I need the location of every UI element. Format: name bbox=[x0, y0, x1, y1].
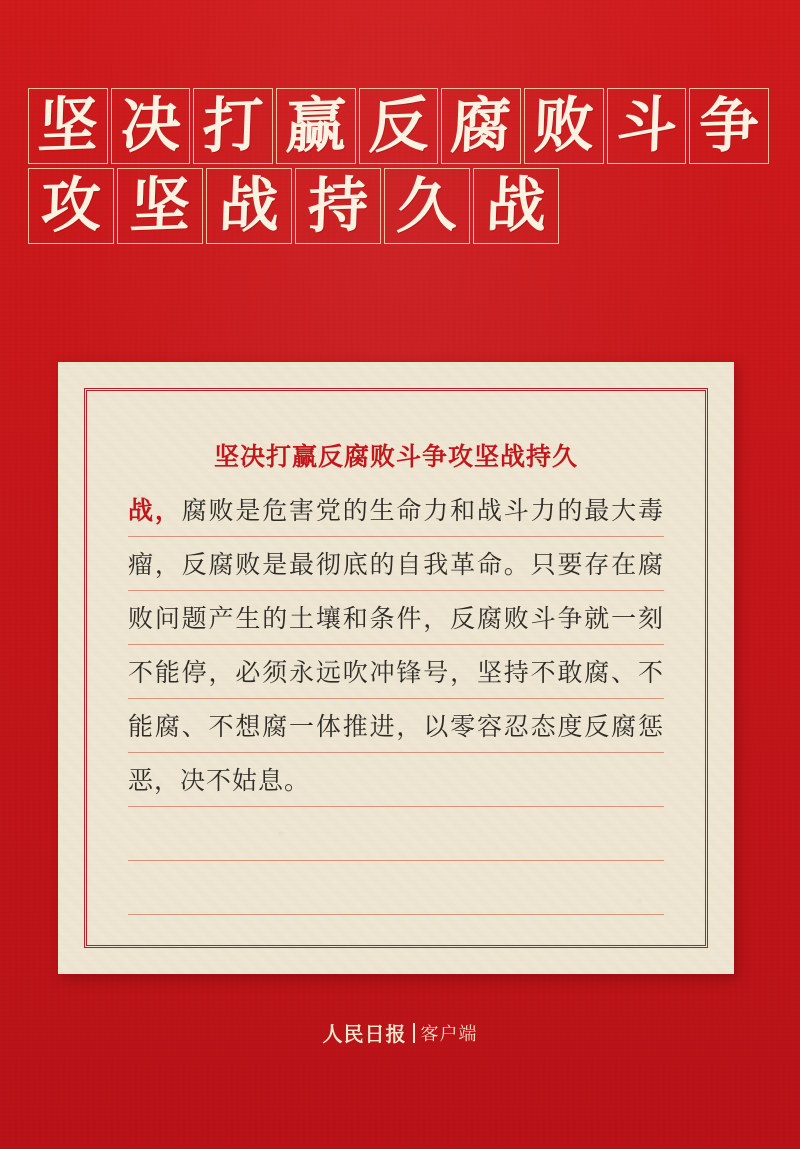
headline-char: 战 bbox=[484, 169, 548, 243]
headline-cell bbox=[473, 168, 559, 244]
headline-cell bbox=[359, 88, 439, 164]
headline-cell bbox=[295, 168, 381, 244]
headline-cell bbox=[28, 168, 114, 244]
headline-cell bbox=[111, 88, 191, 164]
headline-char: 斗 bbox=[615, 89, 678, 163]
quote-body bbox=[128, 484, 664, 808]
headline-cell bbox=[689, 88, 769, 164]
headline-cell bbox=[276, 88, 356, 164]
headline-char: 持 bbox=[306, 169, 370, 243]
headline-cell bbox=[28, 88, 108, 164]
headline-char: 坚 bbox=[36, 89, 100, 163]
headline-char: 久 bbox=[395, 169, 459, 243]
headline-char: 争 bbox=[697, 89, 761, 163]
headline-char: 反 bbox=[367, 89, 430, 163]
quote-card bbox=[58, 362, 734, 974]
publisher-name: 人民日报 bbox=[322, 1022, 407, 1046]
quote-text: 腐败是危害党的生命力和战斗力的最大毒瘤，反腐败是最彻底的自我革命。只要存在腐败问题产生的土壤和条件，反腐败斗争就一刻不能停，必须永远吹冲锋号，坚持不敢腐、不能腐、不想腐一体推进，以零容忍态度反腐惩恶，决不姑息。 bbox=[128, 496, 664, 795]
headline-row-1 bbox=[28, 88, 772, 164]
headline-char: 腐 bbox=[449, 89, 513, 163]
headline-cell bbox=[193, 88, 273, 164]
headline-char: 败 bbox=[532, 89, 596, 163]
headline-char: 打 bbox=[201, 89, 265, 163]
headline-char: 战 bbox=[217, 169, 281, 243]
headline-char: 攻 bbox=[39, 169, 103, 243]
headline-cell bbox=[117, 168, 203, 244]
divider bbox=[413, 1023, 415, 1043]
quote-card-content bbox=[128, 432, 664, 914]
headline-char: 坚 bbox=[128, 169, 192, 243]
product-name: 客户端 bbox=[420, 1023, 478, 1045]
quote-title: 坚决打赢反腐败斗争攻坚战持久 bbox=[213, 442, 578, 471]
headline-cell bbox=[607, 88, 687, 164]
quote-lead: 战， bbox=[128, 496, 182, 525]
headline-cell bbox=[384, 168, 470, 244]
footer-logo bbox=[0, 1018, 800, 1047]
headline-row-2 bbox=[28, 168, 772, 244]
headline-cell bbox=[441, 88, 521, 164]
headline-grid bbox=[28, 88, 772, 244]
headline-cell bbox=[524, 88, 604, 164]
headline-char: 决 bbox=[119, 89, 182, 163]
headline-char: 赢 bbox=[284, 89, 348, 163]
headline-cell bbox=[206, 168, 292, 244]
